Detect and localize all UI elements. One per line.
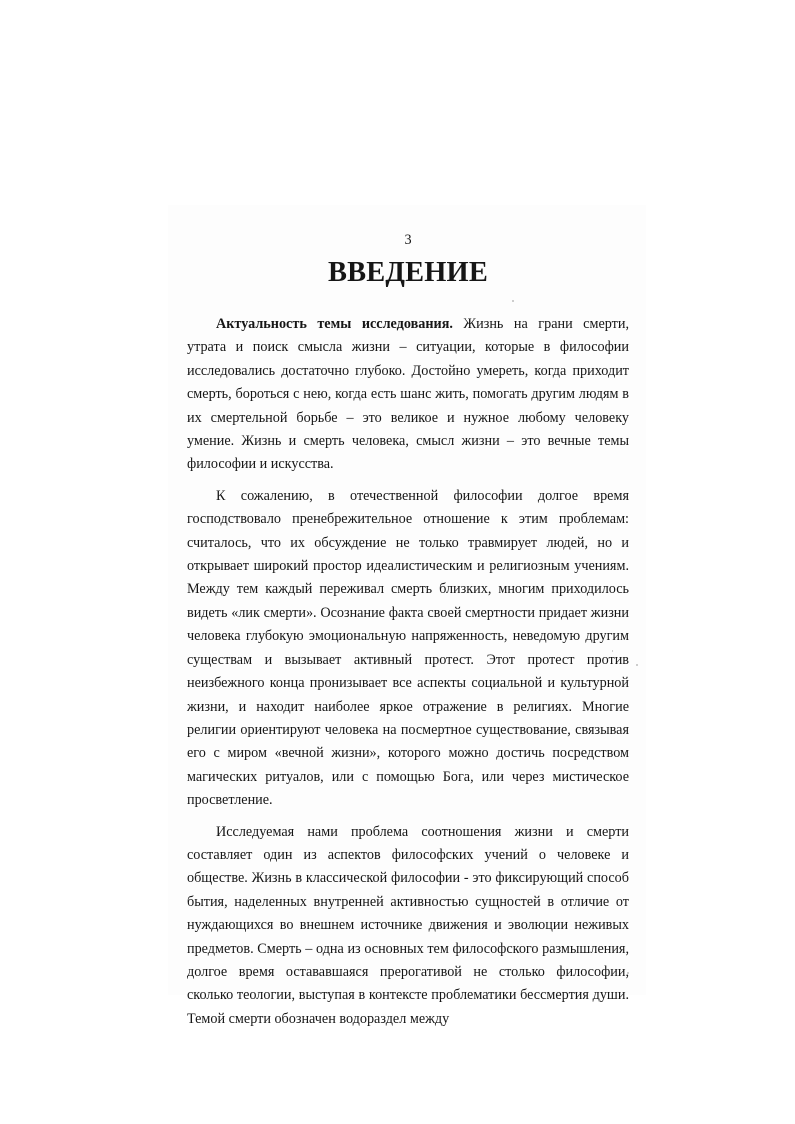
paragraph-research-problem: Исследуемая нами проблема соотношения жизни и смерти составляет один из аспектов философских учений о человеке и обществе. Жизнь в классической философии - это фиксирующий способ бытия, наделенных внутренней активностью сущностей в отличие от нуждающихся во внешнем источнике движения и эволюции неживых предметов. Смерть – одна из основных тем философского размышления, долгое время остававшаяся прерогативой не столько философии, сколько теологии, выступая в контексте проблематики бессмертия души. Темой смерти обозначен водораздел между (187, 823, 629, 1027)
paragraph-text-relevance: Жизнь на грани смерти, утрата и поиск смысла жизни – ситуации, которые в философии исследовались достаточно глубоко. Достойно умереть, когда приходит смерть, бороться с нею, когда есть шанс жить, помогать другим людям в их смертельной борьбе – это великое и нужное любому человеку умение. Жизнь и смерть человека, смысл жизни – это вечные темы философии и искусства. (187, 316, 629, 473)
paragraph-soviet-philosophy: К сожалению, в отечественной философии долгое время господствовало пренебрежительное отношение к этим проблемам: считалось, что их обсуждение не только травмирует людей, но и открывает широкий простор идеалистическим и религиозным учениям. Между тем каждый переживал смерть близких, многим приходилось видеть «лик смерти». Осознание факта своей смертности придает жизни человека глубокую эмоциональную напряженность, неведомую другим существам и вызывает активный протест. Этот протест против неизбежного конца пронизывает все аспекты социальной и культурной жизни, и находит наиболее яркое отражение в религиях. Многие религии ориентируют человека на посмертное существование, связывая его с миром «вечной жизни», которого можно достичь посредством магических ритуалов, или с помощью Бога, или через мистическое просветление. (187, 487, 629, 809)
section-heading: ВВЕДЕНИЕ (328, 257, 488, 288)
scan-speck (636, 664, 638, 666)
body-text-block (187, 229, 629, 1031)
paragraph-lead-relevance: Актуальность темы исследования. (216, 316, 453, 332)
page-number: 3 (404, 232, 412, 248)
paragraph-relevance (187, 313, 629, 477)
